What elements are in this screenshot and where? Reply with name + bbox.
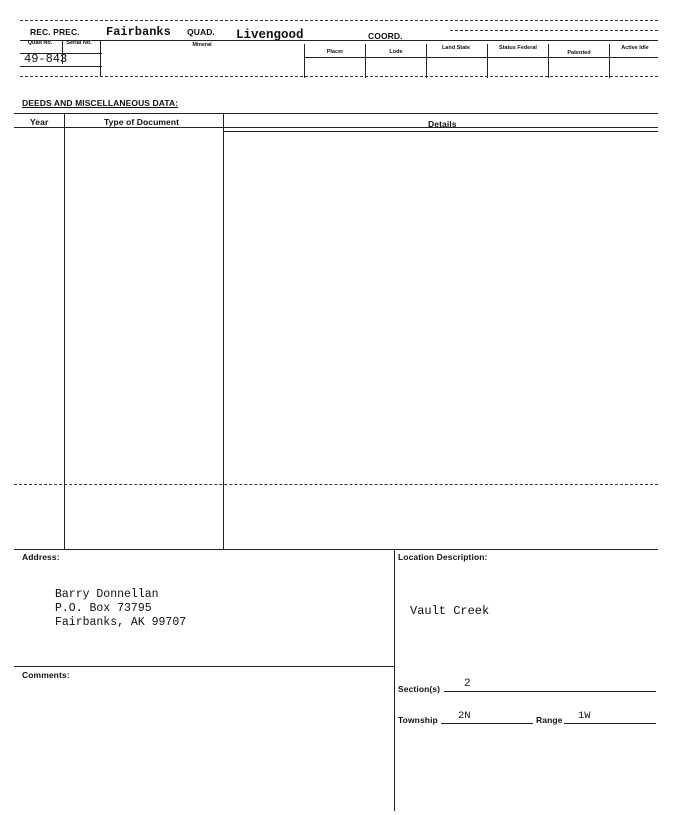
- col-divider-5: [426, 44, 427, 78]
- col-land-state: Land State: [441, 45, 471, 51]
- col-status-federal: Status Federal: [499, 45, 537, 51]
- header-bottom-dashed: [20, 76, 658, 77]
- deeds-bottom-rule: [14, 549, 658, 550]
- address-line-1: Barry Donnellan: [55, 588, 159, 601]
- address-label: Address:: [22, 552, 60, 562]
- top-dashed-rule: [20, 20, 658, 21]
- township-label: Township: [398, 715, 438, 725]
- quad-no-value: 49-843: [24, 52, 68, 66]
- township-value: 2N: [458, 710, 471, 722]
- range-underline: [564, 723, 656, 724]
- address-bottom-rule: [14, 666, 394, 667]
- quad-value-rule: [20, 66, 102, 67]
- deeds-top-rule: [14, 113, 658, 114]
- col-divider-6: [487, 44, 488, 78]
- col-quad-no: Quad No.: [27, 40, 53, 46]
- address-line-2: P.O. Box 73795: [55, 602, 152, 615]
- deeds-header-rule: [14, 127, 658, 128]
- location-description-label: Location Description:: [398, 552, 488, 562]
- coord-label: COORD.: [368, 31, 403, 41]
- col-lode: Lode: [389, 49, 403, 55]
- range-label: Range: [536, 715, 563, 725]
- lower-center-divider: [394, 549, 395, 811]
- header-rule: [20, 40, 658, 41]
- col-year: Year: [30, 117, 49, 127]
- comments-label: Comments:: [22, 670, 70, 680]
- col-divider-8: [609, 44, 610, 78]
- deeds-dashed-rule: [14, 484, 658, 485]
- header-mid-rule-2: [304, 57, 658, 58]
- header-dashed-right: [450, 30, 658, 31]
- col-mineral: Mineral: [192, 42, 212, 48]
- rec-prec-label: REC. PREC.: [30, 27, 80, 37]
- location-description-value: Vault Creek: [410, 604, 490, 618]
- col-serial-no: Serial No.: [66, 40, 92, 46]
- col-placer: Placer: [326, 49, 344, 55]
- col-patented: Patented: [567, 50, 591, 56]
- deeds-section-title: DEEDS AND MISCELLANEOUS DATA:: [22, 98, 179, 108]
- section-label: Section(s): [398, 684, 441, 694]
- township-underline: [441, 723, 533, 724]
- deeds-header-rule-2: [224, 131, 658, 132]
- section-value: 2: [464, 678, 471, 690]
- col-active-idle: Active Idle: [621, 45, 649, 51]
- col-type-of-document: Type of Document: [104, 117, 180, 127]
- quad-label: QUAD.: [187, 27, 215, 37]
- rec-prec-value: Fairbanks: [106, 25, 171, 39]
- col-details: Details: [428, 119, 457, 129]
- col-divider-7: [548, 44, 549, 78]
- address-line-3: Fairbanks, AK 99707: [55, 616, 187, 629]
- quad-value: Livengood: [236, 28, 304, 42]
- range-value: 1W: [578, 710, 591, 722]
- section-underline: [444, 691, 656, 692]
